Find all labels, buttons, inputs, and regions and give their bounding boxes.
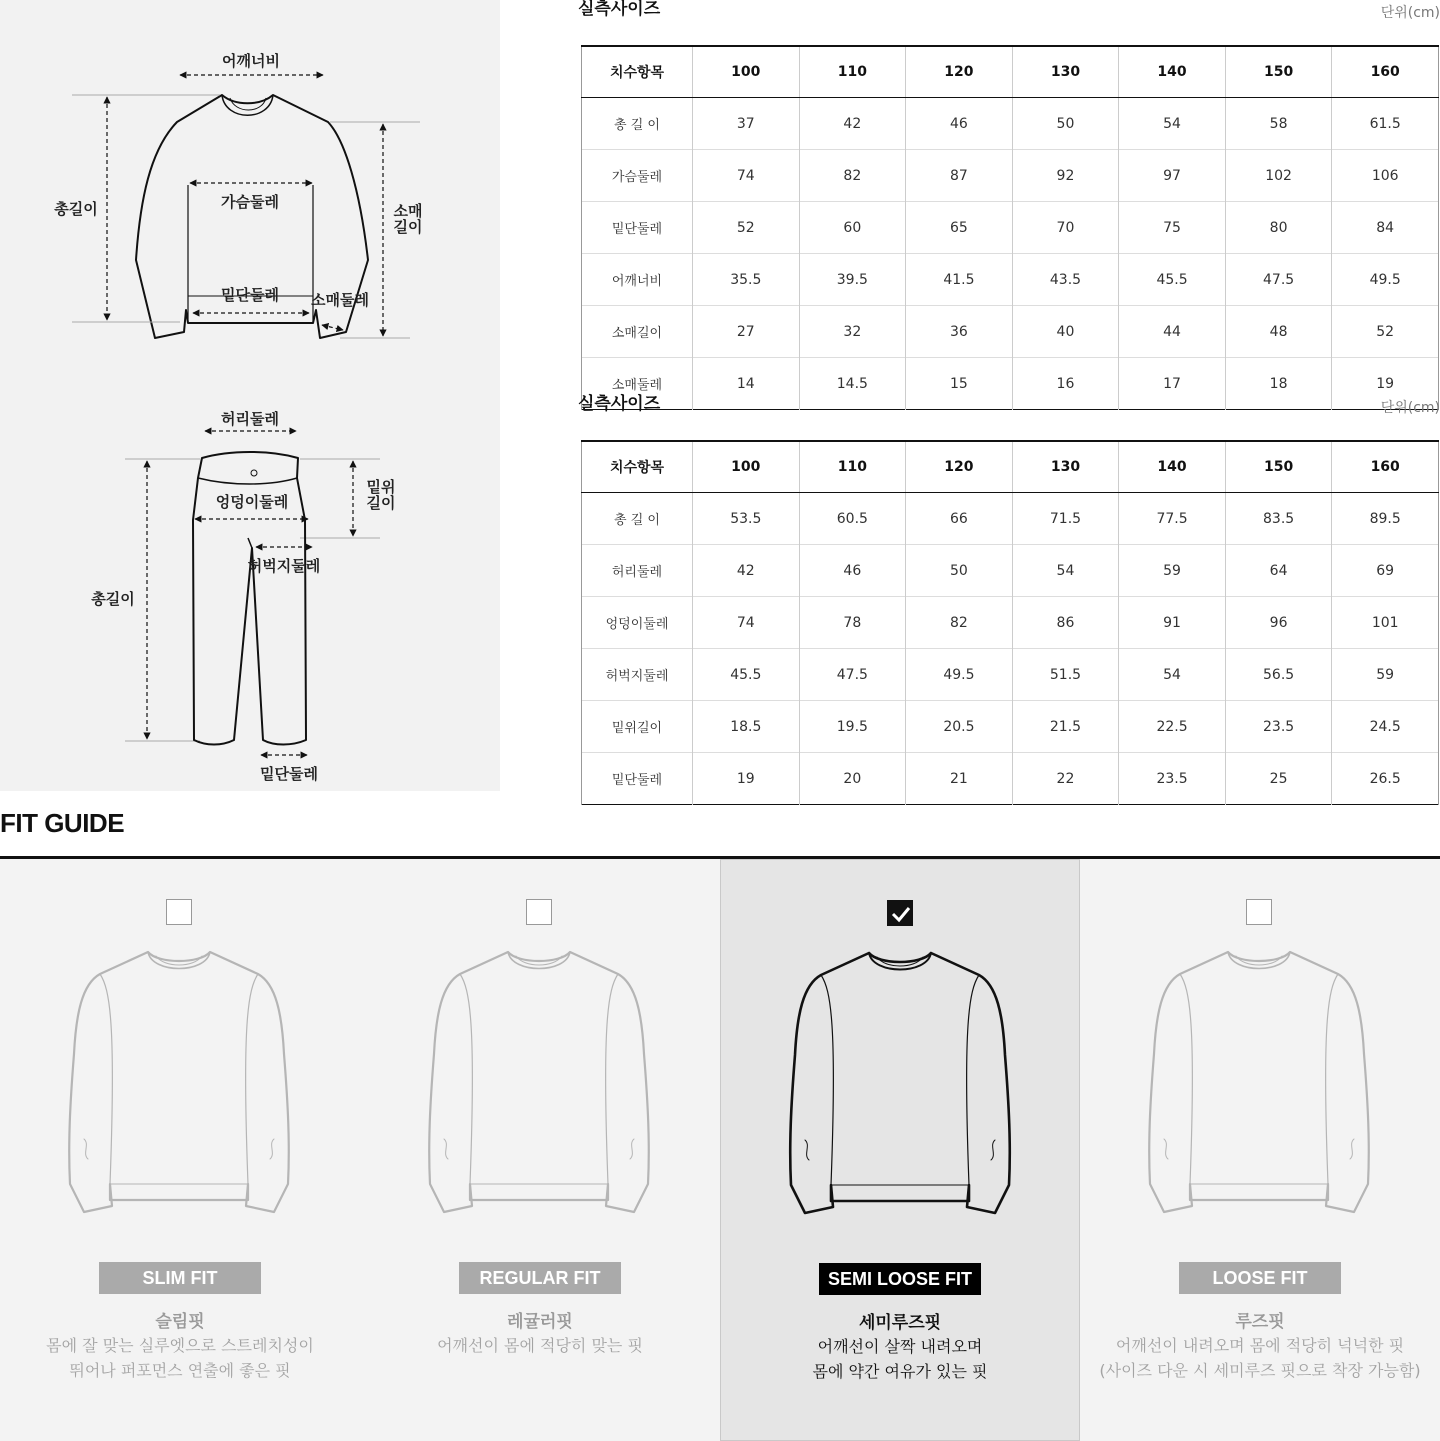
table-header-size: 140	[1119, 46, 1226, 98]
table-cell: 19.5	[799, 701, 906, 753]
table-cell: 39.5	[799, 254, 906, 306]
bottom-table-title: 실측사이즈	[578, 394, 661, 414]
top-size-table-block	[578, 0, 1440, 395]
table-cell: 47.5	[1225, 254, 1332, 306]
table-header-size: 130	[1012, 46, 1119, 98]
sleeve-width-label: 소매둘레	[311, 291, 369, 309]
chest-label: 가슴둘레	[221, 193, 279, 211]
table-row-label: 총 길 이	[582, 98, 693, 150]
table-row	[582, 98, 1439, 150]
table-cell: 14.5	[799, 358, 906, 410]
fit-option-slim-fit[interactable]	[0, 859, 360, 1441]
waist-label: 허리둘레	[221, 410, 279, 428]
table-row-label: 밑위길이	[582, 701, 693, 753]
fit-option-loose-fit[interactable]	[1080, 859, 1440, 1441]
table-cell: 18	[1225, 358, 1332, 410]
table-cell: 60.5	[799, 493, 906, 545]
table-row	[582, 701, 1439, 753]
table-cell: 97	[1119, 150, 1226, 202]
table-cell: 40	[1012, 306, 1119, 358]
table-cell: 21	[906, 753, 1013, 805]
fit-label-badge: REGULAR FIT	[459, 1262, 621, 1294]
table-cell: 36	[906, 306, 1013, 358]
table-cell: 54	[1119, 98, 1226, 150]
fit-description	[360, 1333, 720, 1358]
table-cell: 53.5	[693, 493, 800, 545]
sweatshirt-icon	[420, 944, 660, 1219]
table-cell: 51.5	[1012, 649, 1119, 701]
table-cell: 50	[906, 545, 1013, 597]
table-cell: 43.5	[1012, 254, 1119, 306]
table-row-label: 엉덩이둘레	[582, 597, 693, 649]
table-cell: 23.5	[1225, 701, 1332, 753]
table-cell: 17	[1119, 358, 1226, 410]
table-cell: 24.5	[1332, 701, 1439, 753]
rise-label-2: 길이	[366, 494, 396, 512]
table-cell: 84	[1332, 202, 1439, 254]
table-cell: 77.5	[1119, 493, 1226, 545]
table-cell: 59	[1332, 649, 1439, 701]
fit-description-line: 어깨선이 살짝 내려오며	[817, 1337, 983, 1356]
table-header-size: 120	[906, 441, 1013, 493]
top-size-table	[581, 45, 1439, 410]
sweatshirt-icon	[1140, 944, 1380, 1219]
table-cell: 70	[1012, 202, 1119, 254]
table-cell: 102	[1225, 150, 1332, 202]
table-row	[582, 597, 1439, 649]
fit-description-line: 몸에 약간 여유가 있는 핏	[812, 1362, 988, 1381]
fit-label-badge: SEMI LOOSE FIT	[819, 1263, 981, 1295]
table-cell: 58	[1225, 98, 1332, 150]
table-cell: 35.5	[693, 254, 800, 306]
table-cell: 19	[1332, 358, 1439, 410]
top-table-unit: 단위(cm)	[1380, 5, 1440, 21]
thigh-label: 허벅지둘레	[247, 557, 321, 575]
fit-label-badge: SLIM FIT	[99, 1262, 261, 1294]
table-row	[582, 150, 1439, 202]
table-row	[582, 545, 1439, 597]
table-row-label: 가슴둘레	[582, 150, 693, 202]
table-cell: 96	[1225, 597, 1332, 649]
table-cell: 18.5	[693, 701, 800, 753]
fit-name: 레귤러핏	[507, 1312, 573, 1332]
table-cell: 92	[1012, 150, 1119, 202]
table-cell: 42	[693, 545, 800, 597]
fit-description-line: 어깨선이 내려오며 몸에 적당히 넉넉한 핏	[1115, 1336, 1405, 1355]
table-cell: 56.5	[1225, 649, 1332, 701]
fit-checkbox[interactable]	[526, 899, 552, 925]
table-cell: 19	[693, 753, 800, 805]
table-row	[582, 649, 1439, 701]
table-cell: 25	[1225, 753, 1332, 805]
table-header-size: 150	[1225, 46, 1332, 98]
table-row-label: 어깨너비	[582, 254, 693, 306]
fit-label-badge: LOOSE FIT	[1179, 1262, 1341, 1294]
fit-checkbox[interactable]	[887, 900, 913, 926]
table-row	[582, 202, 1439, 254]
top-hem-label: 밑단둘레	[221, 286, 279, 304]
fit-option-semi-loose-fit[interactable]	[720, 859, 1080, 1441]
table-cell: 26.5	[1332, 753, 1439, 805]
table-cell: 16	[1012, 358, 1119, 410]
fit-guide-options	[0, 859, 1440, 1441]
table-cell: 82	[799, 150, 906, 202]
table-row-label: 허벅지둘레	[582, 649, 693, 701]
table-cell: 49.5	[906, 649, 1013, 701]
table-row	[582, 493, 1439, 545]
table-cell: 75	[1119, 202, 1226, 254]
fit-description	[0, 1333, 360, 1383]
table-cell: 27	[693, 306, 800, 358]
table-cell: 78	[799, 597, 906, 649]
table-cell: 20	[799, 753, 906, 805]
table-cell: 86	[1012, 597, 1119, 649]
table-row-label: 소매길이	[582, 306, 693, 358]
table-row	[582, 254, 1439, 306]
table-cell: 59	[1119, 545, 1226, 597]
bottom-size-table	[581, 440, 1439, 805]
table-cell: 91	[1119, 597, 1226, 649]
table-cell: 46	[906, 98, 1013, 150]
top-length-label: 총길이	[54, 200, 98, 218]
sweatshirt-icon	[60, 944, 300, 1219]
table-cell: 66	[906, 493, 1013, 545]
bottom-length-label: 총길이	[91, 590, 135, 608]
table-row-label: 총 길 이	[582, 493, 693, 545]
sleeve-length-label-1: 소매	[393, 202, 423, 220]
table-cell: 50	[1012, 98, 1119, 150]
table-header-size: 110	[799, 46, 906, 98]
fit-name: 슬림핏	[155, 1312, 205, 1332]
table-cell: 22.5	[1119, 701, 1226, 753]
table-cell: 48	[1225, 306, 1332, 358]
table-header-size: 160	[1332, 46, 1439, 98]
table-cell: 61.5	[1332, 98, 1439, 150]
table-header-size: 110	[799, 441, 906, 493]
fit-name: 루즈핏	[1235, 1312, 1285, 1332]
fit-description	[1080, 1333, 1440, 1383]
table-cell: 74	[693, 150, 800, 202]
table-header-size: 130	[1012, 441, 1119, 493]
sweatshirt-icon	[781, 945, 1021, 1220]
table-cell: 69	[1332, 545, 1439, 597]
bottom-table-unit: 단위(cm)	[1380, 400, 1440, 416]
table-cell: 64	[1225, 545, 1332, 597]
table-row-label: 밑단둘레	[582, 202, 693, 254]
table-header-size: 100	[693, 441, 800, 493]
table-cell: 83.5	[1225, 493, 1332, 545]
table-cell: 45.5	[1119, 254, 1226, 306]
table-cell: 15	[906, 358, 1013, 410]
table-row	[582, 753, 1439, 805]
table-cell: 54	[1119, 649, 1226, 701]
fit-description-line: (사이즈 다운 시 세미루즈 핏으로 착장 가능함)	[1099, 1361, 1421, 1380]
fit-description	[721, 1334, 1079, 1384]
table-header-label: 치수항목	[582, 46, 693, 98]
checkmark-icon	[891, 905, 911, 923]
table-cell: 65	[906, 202, 1013, 254]
table-cell: 71.5	[1012, 493, 1119, 545]
table-header-row	[582, 46, 1439, 98]
table-cell: 106	[1332, 150, 1439, 202]
fit-option-regular-fit[interactable]	[360, 859, 720, 1441]
table-header-size: 120	[906, 46, 1013, 98]
table-cell: 23.5	[1119, 753, 1226, 805]
table-cell: 89.5	[1332, 493, 1439, 545]
table-cell: 54	[1012, 545, 1119, 597]
table-cell: 22	[1012, 753, 1119, 805]
top-table-title: 실측사이즈	[578, 0, 661, 19]
shoulder-label: 어깨너비	[222, 52, 280, 70]
table-cell: 37	[693, 98, 800, 150]
table-cell: 60	[799, 202, 906, 254]
table-cell: 42	[799, 98, 906, 150]
table-header-size: 140	[1119, 441, 1226, 493]
table-cell: 41.5	[906, 254, 1013, 306]
sleeve-length-label-2: 길이	[393, 218, 423, 236]
table-row-label: 허리둘레	[582, 545, 693, 597]
table-cell: 49.5	[1332, 254, 1439, 306]
table-header-row	[582, 441, 1439, 493]
hip-label: 엉덩이둘레	[215, 493, 289, 511]
table-cell: 82	[906, 597, 1013, 649]
table-row-label: 밑단둘레	[582, 753, 693, 805]
table-cell: 21.5	[1012, 701, 1119, 753]
table-row-label: 소매둘레	[582, 358, 693, 410]
table-cell: 20.5	[906, 701, 1013, 753]
bottom-size-table-block	[578, 395, 1440, 791]
table-cell: 14	[693, 358, 800, 410]
fit-guide-title: FIT GUIDE	[0, 808, 125, 838]
table-cell: 52	[693, 202, 800, 254]
table-header-size: 100	[693, 46, 800, 98]
fit-description-line: 몸에 잘 맞는 실루엣으로 스트레치성이	[46, 1336, 314, 1355]
fit-name: 세미루즈핏	[858, 1313, 942, 1333]
table-cell: 44	[1119, 306, 1226, 358]
fit-checkbox[interactable]	[1246, 899, 1272, 925]
rise-label-1: 밑위	[366, 478, 396, 496]
table-cell: 80	[1225, 202, 1332, 254]
table-cell: 47.5	[799, 649, 906, 701]
table-cell: 101	[1332, 597, 1439, 649]
table-row	[582, 306, 1439, 358]
table-cell: 46	[799, 545, 906, 597]
table-cell: 74	[693, 597, 800, 649]
fit-description-line: 뛰어나 퍼포먼스 연출에 좋은 핏	[69, 1361, 291, 1380]
table-cell: 45.5	[693, 649, 800, 701]
table-cell: 32	[799, 306, 906, 358]
table-header-size: 160	[1332, 441, 1439, 493]
table-cell: 52	[1332, 306, 1439, 358]
fit-description-line: 어깨선이 몸에 적당히 맞는 핏	[437, 1336, 643, 1355]
fit-checkbox[interactable]	[166, 899, 192, 925]
table-header-label: 치수항목	[582, 441, 693, 493]
bottom-hem-label: 밑단둘레	[260, 765, 318, 783]
measurement-diagram-panel	[0, 0, 500, 791]
table-cell: 87	[906, 150, 1013, 202]
table-header-size: 150	[1225, 441, 1332, 493]
measurement-diagram	[0, 0, 500, 791]
